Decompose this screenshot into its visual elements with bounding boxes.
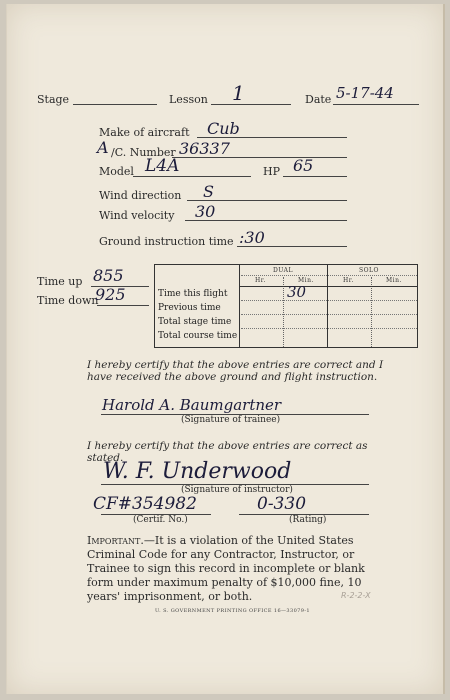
printing-office-footer: U. S. GOVERNMENT PRINTING OFFICE 16—33079-1 [155,608,310,614]
ac-number-value: 36337 [179,139,230,158]
hp-label: HP [263,165,280,178]
instructor-signature-caption: (Signature of instructor) [181,485,293,495]
certificate-caption: (Certif. No.) [133,515,188,525]
row-total-course-time: Total course time [158,331,238,341]
model-label: Model [99,165,134,178]
trainee-signature-caption: (Signature of trainee) [181,415,281,425]
ground-time-value: :30 [239,228,265,247]
trainee-signature: Harold A. Baumgartner [102,396,282,414]
hp-value: 65 [293,156,314,175]
wind-velocity-value: 30 [195,202,216,221]
stage-label: Stage [37,93,70,106]
stage-line [73,104,157,105]
date-line [333,104,419,105]
lesson-line [211,104,291,105]
important-text: —It is a violation of the United States Criminal Code for any Contractor, Instructor, or Trainee to sign this record in incomplete or blank form under maximum penalty of $10,000 fine, 10 years' imprisonment, or both. [87,534,365,603]
dual-min-header: Min. [298,277,314,284]
flight-time-table [154,264,418,348]
instructor-signature: W. F. Underwood [103,459,292,484]
wind-direction-label: Wind direction [99,189,182,202]
make-label: Make of aircraft [99,126,190,139]
row-total-stage-time: Total stage time [158,317,232,327]
lesson-value: 1 [232,81,245,105]
make-value: Cub [207,119,240,138]
row-this-flight: Time this flight [158,289,228,299]
pencil-note: R-2-2-X [341,591,371,600]
solo-header: SOLO [359,267,379,274]
ground-time-label: Ground instruction time [99,235,234,248]
rating-value: 0-330 [257,494,307,514]
instructor-certification-text: I hereby certify that the above entries are correct as stated. [87,440,368,464]
time-up-label: Time up [37,275,83,288]
solo-min-header: Min. [386,277,402,284]
trainee-certification-text: I hereby certify that the above entries are correct and I have received the above ground and flight instruction. [87,359,384,383]
logbook-page [6,4,445,694]
certificate-number-value: CF#354982 [93,494,197,514]
important-notice [87,534,377,604]
time-down-label: Time down [37,294,99,307]
ac-number-label: /C. Number [111,146,176,159]
date-value: 5-17-44 [336,84,394,102]
date-label: Date [305,93,332,106]
dual-hr-header: Hr. [255,277,266,284]
time-up-value: 855 [93,266,124,285]
wind-direction-value: S [203,182,214,201]
ac-prefix: A [97,138,109,157]
time-down-value: 925 [95,285,126,304]
model-value: L4A [145,156,180,176]
wind-velocity-label: Wind velocity [99,209,175,222]
model-line [133,176,251,177]
important-label: Important. [87,534,144,547]
lesson-label: Lesson [169,93,208,106]
hp-line [283,176,347,177]
this-flight-dual-min: 30 [287,283,307,301]
row-previous-time: Previous time [158,303,221,313]
time-down-line [97,305,149,306]
dual-header: DUAL [273,267,293,274]
solo-hr-header: Hr. [343,277,354,284]
rating-caption: (Rating) [289,515,327,525]
